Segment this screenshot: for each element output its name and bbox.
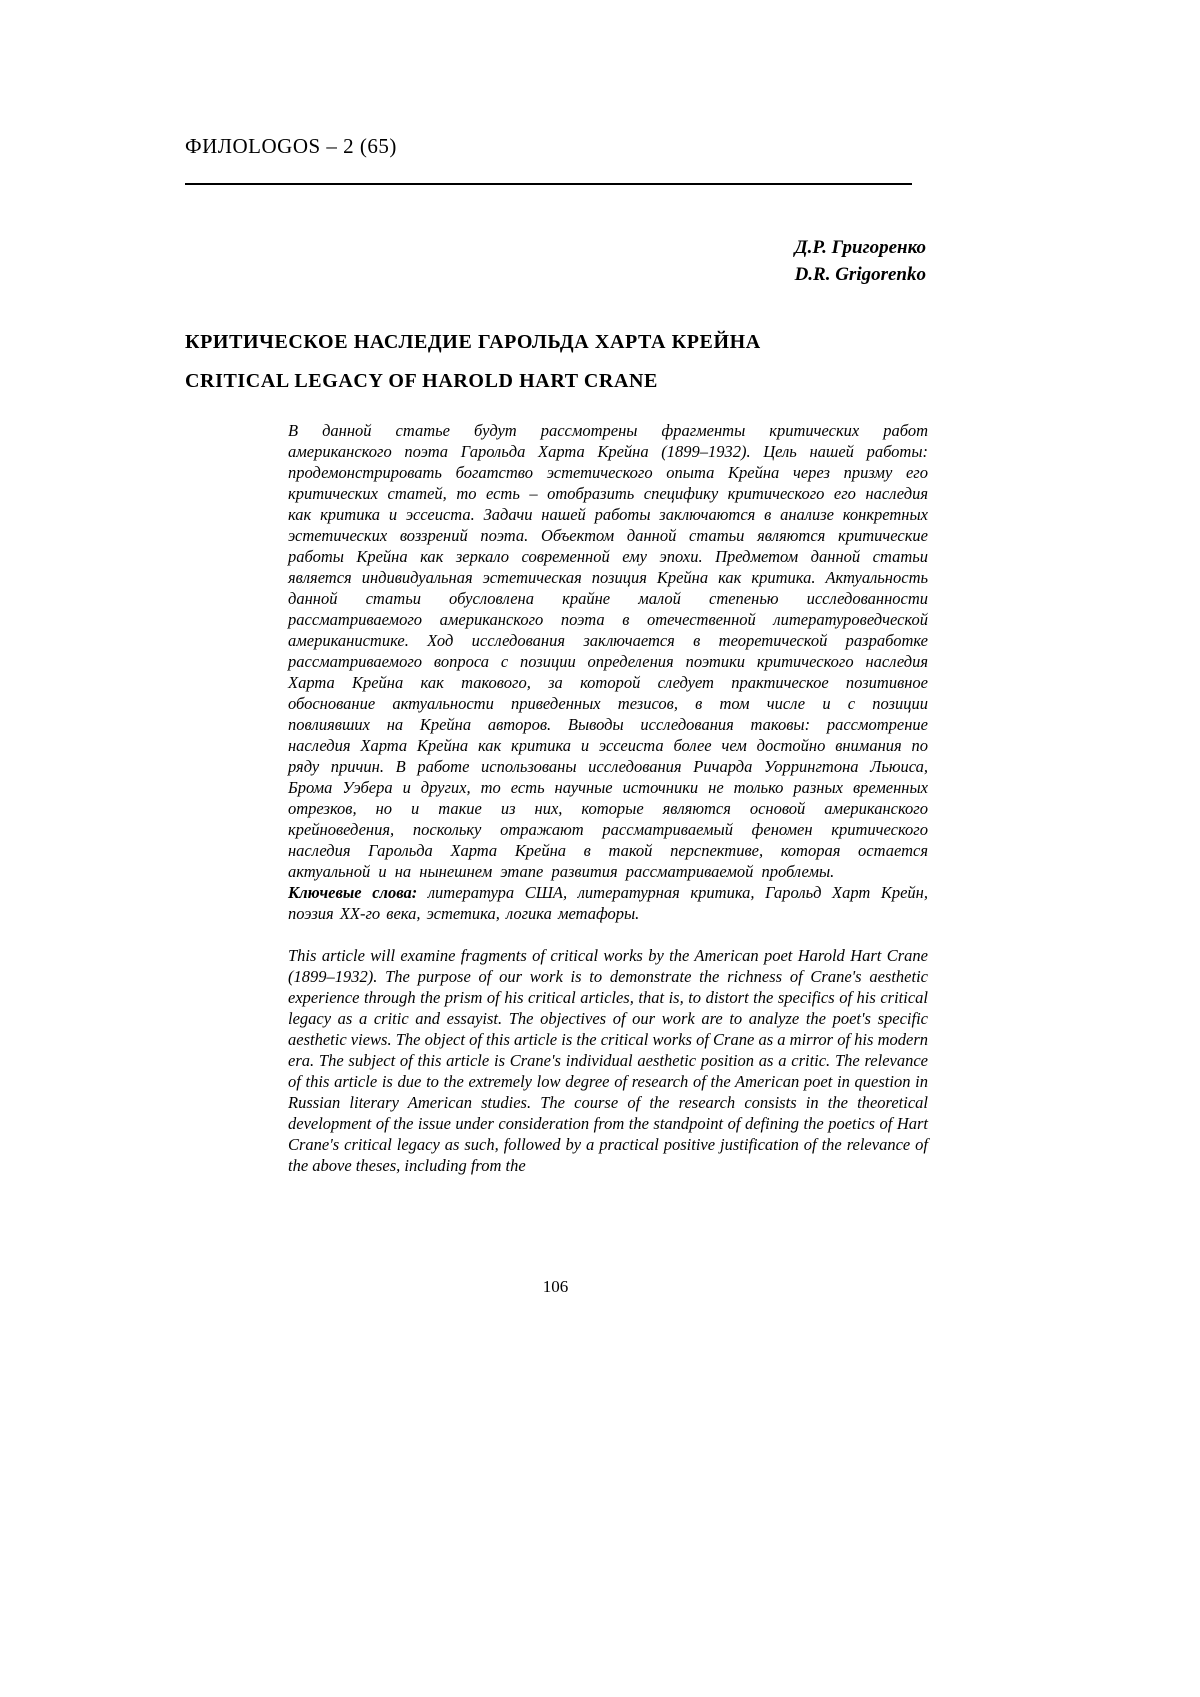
title-block: [185, 330, 926, 393]
abstract-english: This article will examine fragments of critical works by the American poet Harold Hart Crane (1899–1932). The purpose of our work is to demonstrate the richness of Crane's aesthetic experience through the prism of his critical articles, that is, to distort the specifics of his critical legacy as a critic and essayist. The objectives of our work are to analyze the poet's specific aesthetic views. The object of this article is the critical works of Crane as a mirror of his modern era. The subject of this article is Crane's individual aesthetic position as a critic. The relevance of this article is due to the extremely low degree of research of the American poet in question in Russian literary American studies. The course of the research consists in the theoretical development of the issue under consideration from the standpoint of defining the poetics of Hart Crane's critical legacy as such, followed by a practical positive justification of the relevance of the above theses, including from the: [288, 946, 928, 1175]
keywords-label: Ключевые слова:: [288, 883, 428, 902]
abstract-block: [288, 420, 928, 1176]
author-block: [185, 234, 926, 288]
header-rule: [185, 183, 912, 185]
keywords-text: литература США, литературная критика, Гарольд Харт Крейн, поэзия XX-го века, эстетика, логика метафоры.: [288, 883, 928, 923]
article-title-en: CRITICAL LEGACY OF HAROLD HART CRANE: [185, 370, 658, 392]
journal-header: ФИЛОLOGOS – 2 (65): [185, 134, 397, 158]
abstract-russian: В данной статье будут рассмотрены фрагменты критических работ американского поэта Гарольда Харта Крейна (1899–1932). Цель нашей работы: продемонстрировать богатство эстетического опыта Крейна через призму его критических статей, то есть – отобразить специфику критического его наследия как критика и эссеиста. Задачи нашей работы заключаются в анализе конкретных эстетических воззрений поэта. Объектом данной статьи являются критические работы Крейна как зеркало современной ему эпохи. Предметом данной статьи является индивидуальная эстетическая позиция Крейна как критика. Актуальность данной статьи обусловлена крайне малой степенью исследованности рассматриваемого американского поэта в отечественной литературоведческой американистике. Ход исследования заключается в теоретической разработке рассматриваемого вопроса с позиции определения поэтики критического наследия Харта Крейна как такового, за которой следует практическое позитивное обоснование актуальности приведенных тезисов, в том числе и с позиции повлиявших на Крейна авторов. Выводы исследования таковы: рассмотрение наследия Харта Крейна как критика и эссеиста более чем достойно внимания по ряду причин. В работе использованы исследования Ричарда Уоррингтона Льюиса, Брома Уэбера и других, то есть научные источники не только разных временных отрезков, но и такие из них, которые являются основой американского крейноведения, поскольку отражают рассматриваемый феномен критического наследия Гарольда Харта Крейна в такой перспективе, которая остается актуальной и на нынешнем этапе развития рассматриваемой проблемы.: [288, 421, 928, 881]
author-name-ru: Д.Р. Григоренко: [794, 237, 926, 258]
keywords-line: [288, 882, 928, 924]
page-number: 106: [542, 1277, 569, 1296]
author-name-en: D.R. Grigorenko: [794, 264, 926, 285]
article-title-ru: КРИТИЧЕСКОЕ НАСЛЕДИЕ ГАРОЛЬДА ХАРТА КРЕЙНА: [185, 331, 761, 353]
